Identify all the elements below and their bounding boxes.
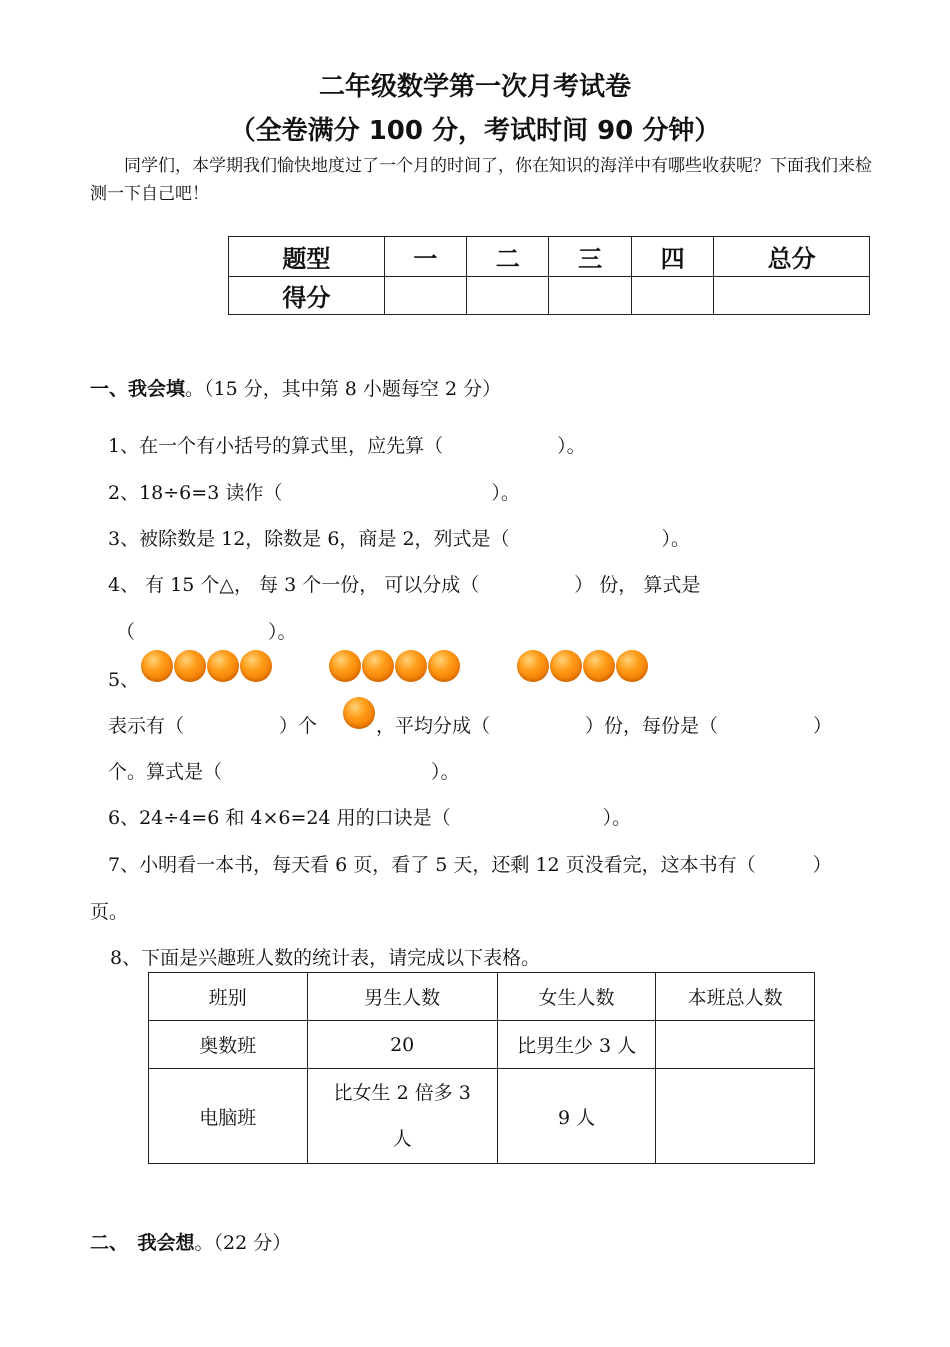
section-1-title: 一、我会填: [90, 378, 186, 400]
score-header-2: 二: [467, 237, 549, 277]
orange-icon: [395, 650, 427, 682]
section-2-title: 二、 我会想: [90, 1232, 195, 1254]
question-3: 3、被除数是 12，除数是 6，商是 2，列式是（ ）。: [108, 528, 691, 550]
score-header-4: 四: [631, 237, 713, 277]
section-1-heading: [90, 374, 501, 401]
orange-icon: [141, 650, 173, 682]
table-cell-blank[interactable]: [656, 1069, 815, 1164]
table-cell: 20: [307, 1021, 497, 1069]
score-header-1: 一: [384, 237, 466, 277]
question-4-line-1: 4、 有 15 个△， 每 3 个一份， 可以分成（ ） 份， 算式是: [108, 574, 701, 596]
page-subtitle: （全卷满分 100 分，考试时间 90 分钟）: [229, 116, 721, 146]
orange-icon: [550, 650, 582, 682]
table-cell: 电脑班: [149, 1069, 308, 1164]
question-5-line-2: 个。算式是（ ）。: [108, 761, 460, 783]
score-cell[interactable]: [631, 277, 713, 315]
score-header-3: 三: [549, 237, 631, 277]
question-7-line-1: 7、小明看一本书，每天看 6 页，看了 5 天，还剩 12 页没看完，这本书有（ ）: [108, 854, 832, 876]
score-header-type: 题型: [229, 237, 385, 277]
question-1: 1、在一个有小括号的算式里，应先算（ ）。: [108, 435, 586, 457]
question-2: 2、18÷6=3 读作（ ）。: [108, 482, 520, 504]
table-header: 男生人数: [307, 973, 497, 1021]
orange-icon: [616, 650, 648, 682]
score-table: [228, 236, 870, 315]
question-8: 8、下面是兴趣班人数的统计表，请完成以下表格。: [110, 947, 541, 969]
section-1-note: 。（15 分，其中第 8 小题每空 2 分）: [185, 378, 502, 400]
orange-icon: [517, 650, 549, 682]
orange-icon: [207, 650, 239, 682]
orange-icon: [583, 650, 615, 682]
page-title: 二年级数学第一次月考试卷: [318, 72, 631, 102]
score-header-total: 总分: [714, 237, 870, 277]
score-cell[interactable]: [467, 277, 549, 315]
question-6: 6、24÷4=6 和 4×6=24 用的口诀是（ ）。: [108, 807, 632, 829]
table-cell: 比男生少 3 人: [497, 1021, 656, 1069]
section-2-heading: [90, 1228, 291, 1255]
question-5-number: 5、: [108, 669, 140, 691]
question-7-line-2: 页。: [90, 901, 129, 923]
table-header: 本班总人数: [656, 973, 815, 1021]
orange-icon: [174, 650, 206, 682]
question-5-line-1b: ，平均分成（ ）份，每份是（ ）: [376, 715, 833, 737]
score-row-label: 得分: [229, 277, 385, 315]
orange-icon: [329, 650, 361, 682]
orange-icon: [428, 650, 460, 682]
orange-icon: [240, 650, 272, 682]
interest-class-table: [148, 972, 815, 1164]
table-cell: 奥数班: [149, 1021, 308, 1069]
table-cell-line-1: 比女生 2 倍多 3: [333, 1082, 471, 1104]
score-cell[interactable]: [384, 277, 466, 315]
score-cell[interactable]: [714, 277, 870, 315]
orange-icon: [362, 650, 394, 682]
orange-icon: [343, 697, 375, 729]
table-cell-blank[interactable]: [656, 1021, 815, 1069]
question-5-line-1a: 表示有（ ）个: [108, 715, 318, 737]
intro-text: 同学们，本学期我们愉快地度过了一个月的时间了，你在知识的海洋中有哪些收获呢？下面我们来检测一下自己吧！: [90, 156, 872, 204]
table-header: 女生人数: [497, 973, 656, 1021]
section-2-note: 。（22 分）: [194, 1232, 292, 1254]
table-cell: [307, 1069, 497, 1164]
table-header: 班别: [149, 973, 308, 1021]
question-4-line-2: （ ）。: [116, 621, 297, 643]
table-cell: 9 人: [497, 1069, 656, 1164]
table-cell-line-2: 人: [392, 1128, 412, 1150]
score-cell[interactable]: [549, 277, 631, 315]
